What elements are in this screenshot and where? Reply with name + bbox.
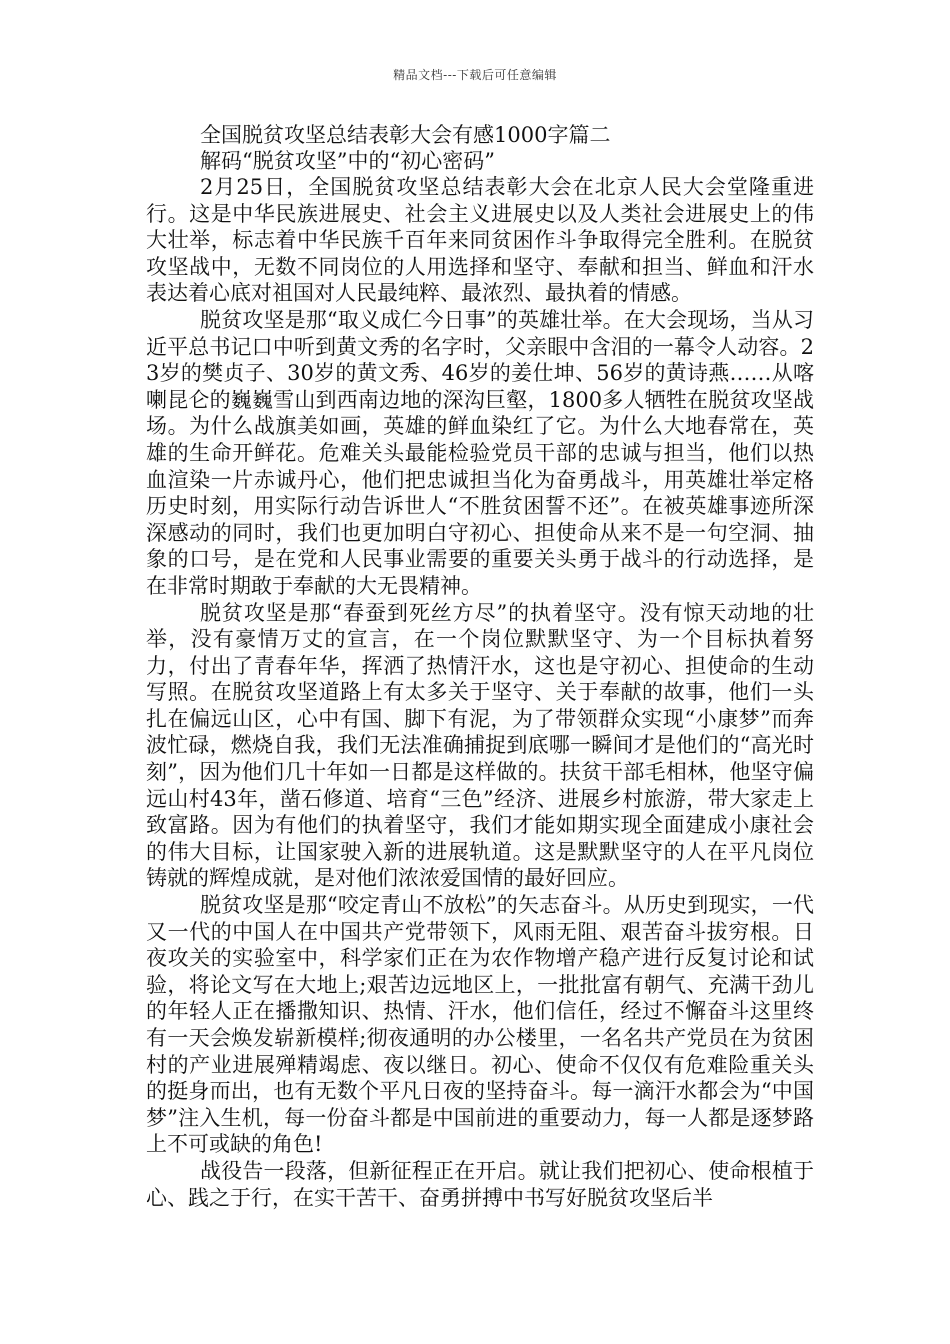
paragraph-struggle: 脱贫攻坚是那“咬定青山不放松”的矢志奋斗。从历史到现实，一代又一代的中国人在中国共产党带领下，风雨无阻、艰苦奋斗拔穷根。日夜攻关的实验室中，科学家们正在为农作物增产稳产进行反复讨论和试验，将论文写在大地上;艰苦边远地区上，一批批富有朝气、充满干劲儿的年轻人正在播撒知识、热情、汗水，他们信任，经过不懈奋斗这里终有一天会焕发崭新模样;彻夜通明的办公楼里，一名名共产党员在为贫困村的产业进展殚精竭虑、夜以继日。初心、使命不仅仅有危难险重关头的挺身而出，也有无数个平凡日夜的坚持奋斗。每一滴汗水都会为“中国梦”注入生机，每一份奋斗都是中国前进的重要动力，每一人都是逐梦路上不可或缺的角色!: [146, 893, 814, 1157]
document-subtitle: 解码“脱贫攻坚”中的“初心密码”: [200, 149, 495, 173]
paragraph-heroic-deeds: 脱贫攻坚是那“取义成仁今日事”的英雄壮举。在大会现场，当从习近平总书记口中听到黄文秀的名字时，父亲眼中含泪的一幕令人动容。23岁的樊贞子、30岁的黄文秀、46岁的姜仕坤、56岁的黄诗燕……从喀喇昆仑的巍巍雪山到西南边地的深沟巨壑，1800多人牺牲在脱贫攻坚战场。为什么战旗美如画，英雄的鲜血染红了它。为什么大地春常在，英雄的生命开鲜花。危难关头最能检验党员干部的忠诚与担当，他们以热血渲染一片赤诚丹心，他们把忠诚担当化为奋勇战斗，用英雄壮举定格历史时刻，用实际行动告诉世人“不胜贫困誓不还”。在被英雄事迹所深深感动的同时，我们也更加明白守初心、担使命从来不是一句空洞、抽象的口号，是在党和人民事业需要的重要关头勇于战斗的行动选择，是在非常时期敢于奉献的大无畏精神。: [146, 307, 814, 598]
document-title: 全国脱贫攻坚总结表彰大会有感1000字篇二: [200, 123, 611, 147]
paragraph-perseverance: 脱贫攻坚是那“春蚕到死丝方尽”的执着坚守。没有惊天动地的壮举，没有豪情万丈的宣言，在一个岗位默默坚守、为一个目标执着努力，付出了青春年华，挥洒了热情汗水，这也是守初心、担使命的生动写照。在脱贫攻坚道路上有太多关于坚守、关于奉献的故事，他们一头扎在偏远山区，心中有国、脚下有泥，为了带领群众实现“小康梦”而奔波忙碌，燃烧自我，我们无法准确捕捉到底哪一瞬间才是他们的“高光时刻”，因为他们几十年如一日都是这样做的。扶贫干部毛相林，他坚守偏远山村43年，凿石修道、培育“三色”经济、进展乡村旅游，带大家走上致富路。因为有他们的执着坚守，我们才能如期实现全面建成小康社会的伟大目标，让国家驶入新的进展轨道。这是默默坚守的人在平凡岗位铸就的辉煌成就，是对他们浓浓爱国情的最好回应。: [146, 600, 814, 891]
document-body: [146, 122, 814, 1211]
page-header: 精品文档---下载后可任意编辑: [393, 68, 557, 82]
paragraph-intro: 2月25日，全国脱贫攻坚总结表彰大会在北京人民大会堂隆重进行。这是中华民族进展史、社会主义进展史以及人类社会进展史上的伟大壮举，标志着中华民族千百年来同贫困作斗争取得完全胜利。在脱贫攻坚战中，无数不同岗位的人用选择和坚守、奉献和担当、鲜血和汗水表达着心底对祖国对人民最纯粹、最浓烈、最执着的情感。: [146, 175, 814, 306]
paragraph-conclusion: 战役告一段落，但新征程正在开启。就让我们把初心、使命根植于心、践之于行，在实干苦干、奋勇拼搏中书写好脱贫攻坚后半: [146, 1158, 814, 1210]
